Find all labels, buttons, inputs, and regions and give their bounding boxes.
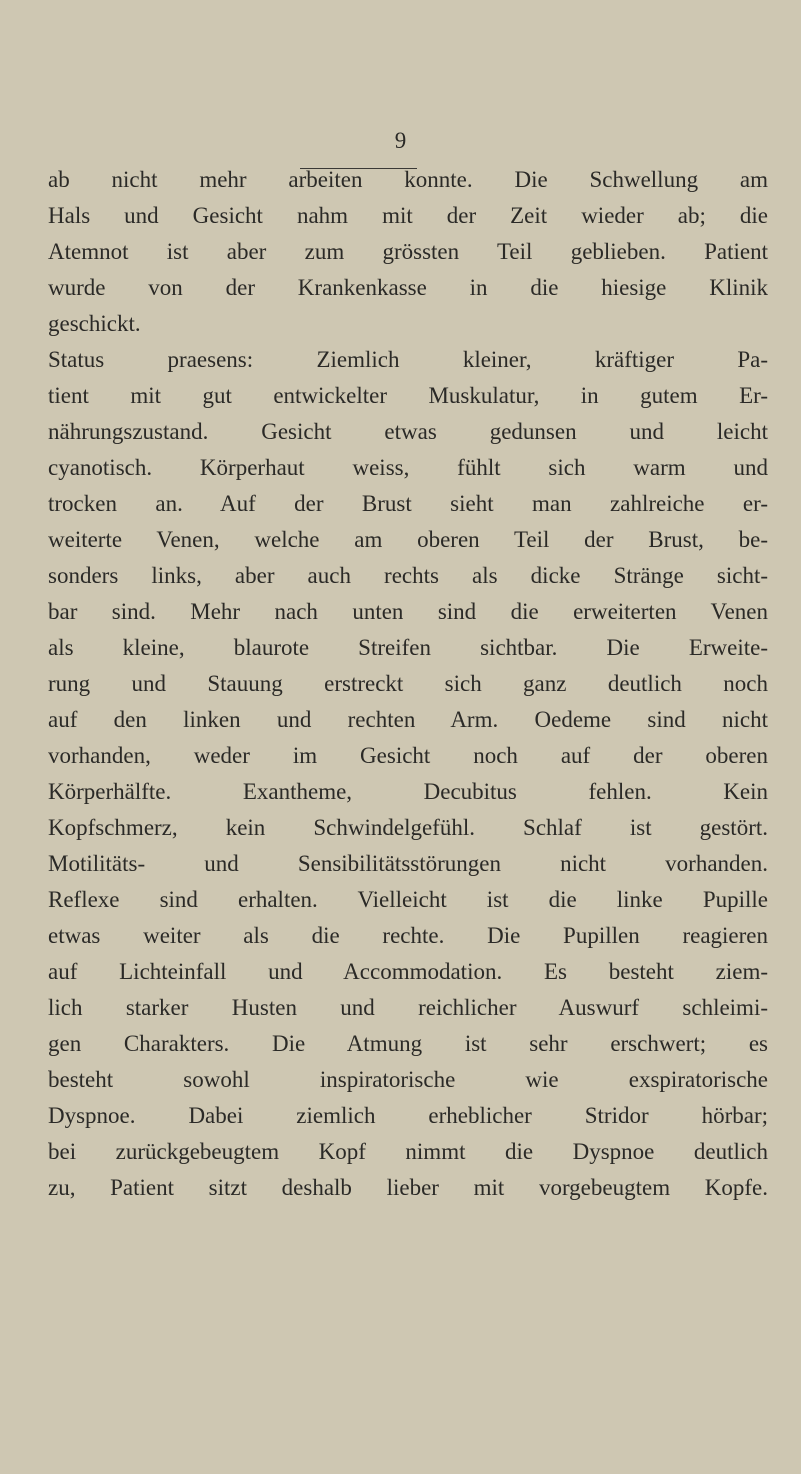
text-line: Motilitäts- und Sensibilitätsstörungen nicht vorhanden. <box>48 851 768 876</box>
text-line: als kleine, blaurote Streifen sichtbar. Die Erweite- <box>48 635 768 660</box>
text-line: wurde von der Krankenkasse in die hiesige Klinik <box>48 275 768 300</box>
text-line: rung und Stauung erstreckt sich ganz deutlich noch <box>48 671 768 696</box>
text-line: geschickt. <box>48 311 141 336</box>
text-line: nährungszustand. Gesicht etwas gedunsen und leicht <box>48 419 768 444</box>
text-line: ab nicht mehr arbeiten konnte. Die Schwellung am <box>48 167 768 192</box>
text-line: gen Charakters. Die Atmung ist sehr erschwert; es <box>48 1031 768 1056</box>
text-line: Kopfschmerz, kein Schwindelgefühl. Schlaf ist gestört. <box>48 815 768 840</box>
text-line: bar sind. Mehr nach unten sind die erweiterten Venen <box>48 599 768 624</box>
text-line: besteht sowohl inspiratorische wie exspiratorische <box>48 1067 768 1092</box>
text-line: Dyspnoe. Dabei ziemlich erheblicher Stridor hörbar; <box>48 1103 768 1128</box>
text-line: lich starker Husten und reichlicher Auswurf schleimi- <box>48 995 768 1020</box>
text-line: vorhanden, weder im Gesicht noch auf der oberen <box>48 743 768 768</box>
text-line: weiterte Venen, welche am oberen Teil der Brust, be- <box>48 527 768 552</box>
text-line: trocken an. Auf der Brust sieht man zahlreiche er- <box>48 491 768 516</box>
text-line: auf den linken und rechten Arm. Oedeme sind nicht <box>48 707 768 732</box>
text-line: etwas weiter als die rechte. Die Pupillen reagieren <box>48 923 768 948</box>
text-line: zu, Patient sitzt deshalb lieber mit vorgebeugtem Kopfe. <box>48 1175 768 1200</box>
text-line: Hals und Gesicht nahm mit der Zeit wieder ab; die <box>48 203 768 228</box>
body-text <box>48 162 768 1206</box>
text-line: cyanotisch. Körperhaut weiss, fühlt sich warm und <box>48 455 768 480</box>
text-line: Atemnot ist aber zum grössten Teil geblieben. Patient <box>48 239 768 264</box>
text-line: tient mit gut entwickelter Muskulatur, in gutem Er- <box>48 383 768 408</box>
text-line: sonders links, aber auch rechts als dicke Stränge sicht- <box>48 563 768 588</box>
text-line: auf Lichteinfall und Accommodation. Es besteht ziem- <box>48 959 768 984</box>
text-line: Körperhälfte. Exantheme, Decubitus fehlen. Kein <box>48 779 768 804</box>
text-line: Status praesens: Ziemlich kleiner, kräftiger Pa- <box>48 347 768 372</box>
page-number: 9 <box>394 128 407 153</box>
text-line: Reflexe sind erhalten. Vielleicht ist die linke Pupille <box>48 887 768 912</box>
text-line: bei zurückgebeugtem Kopf nimmt die Dyspnoe deutlich <box>48 1139 768 1164</box>
